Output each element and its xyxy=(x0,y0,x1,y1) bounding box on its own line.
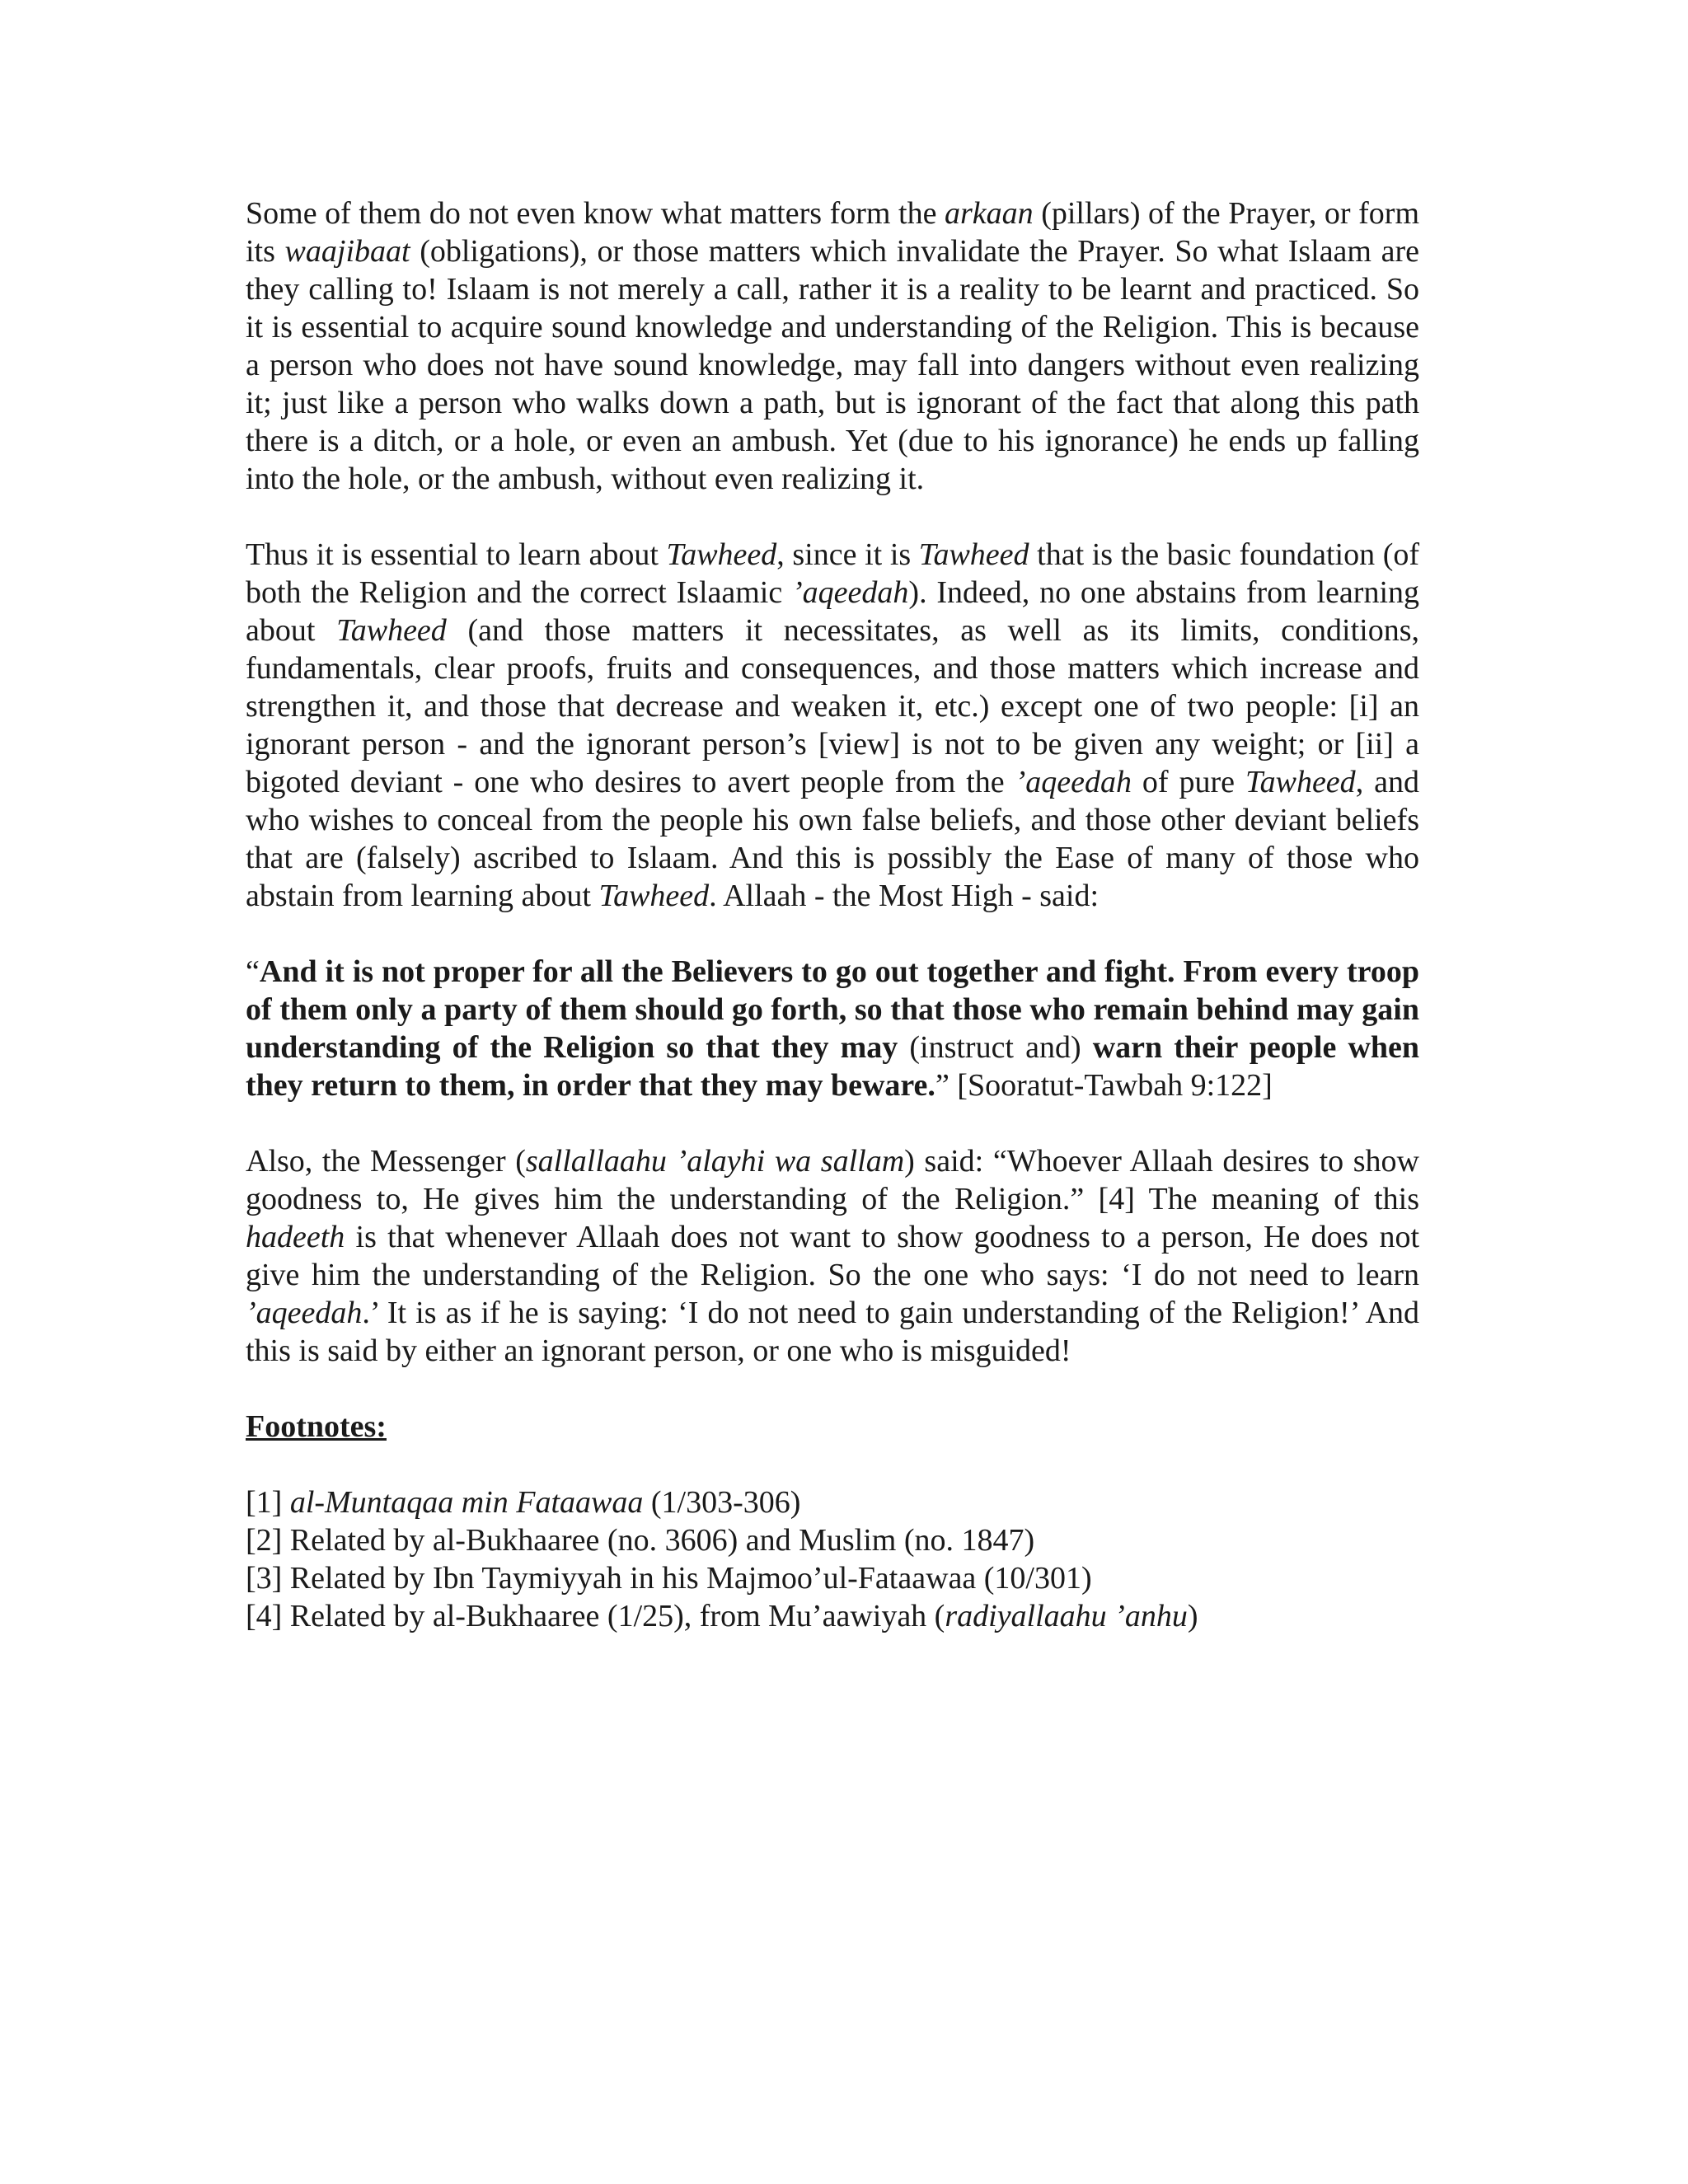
italic-text: sallallaahu ’alayhi wa sallam xyxy=(525,1144,905,1179)
text-run: (pillars) of the Prayer, or form its xyxy=(246,196,1420,269)
text-run: that is the basic foundation (of both the Religion and the correct Islaamic xyxy=(246,537,1419,610)
text-run: [2] Related by al-Bukhaaree (no. 3606) and Muslim (no. 1847) xyxy=(246,1523,1035,1558)
text-run: Thus it is essential to learn about xyxy=(246,537,667,572)
italic-text: waajibaat xyxy=(284,234,410,269)
text-run: of pure xyxy=(1131,765,1245,799)
footnote-1 xyxy=(246,1483,1419,1521)
text-run: (instruct and) xyxy=(898,1030,1093,1065)
bold-text: And it is not proper for all the Believers to go out together and fight. From every troop of them only a party of them should go forth, so that those who remain behind may gain understanding of the Religion so that they may xyxy=(246,954,1419,1065)
document-page xyxy=(246,194,1419,1635)
italic-text: Tawheed xyxy=(336,613,447,648)
italic-text: arkaan xyxy=(945,196,1034,231)
italic-text: radiyallaahu ’anhu xyxy=(945,1599,1188,1633)
text-run: ” [Sooratut-Tawbah 9:122] xyxy=(935,1068,1273,1103)
italic-text: hadeeth xyxy=(246,1220,345,1254)
text-run: ). Indeed, no one abstains from learning about xyxy=(246,575,1419,648)
text-run: “ xyxy=(246,954,260,989)
text-run: .’ It is as if he is saying: ‘I do not need to gain understanding of the Religion!’ And this is said by either an ignorant person, or one who is misguided! xyxy=(246,1296,1419,1368)
italic-text: Tawheed xyxy=(1245,765,1356,799)
italic-text: ’aqeedah xyxy=(246,1296,363,1330)
paragraph-1 xyxy=(246,194,1419,498)
text-run: ) xyxy=(1187,1599,1198,1633)
text-run: , and who wishes to conceal from the people his own false beliefs, and those other deviant beliefs that are (falsely) ascribed to Islaam. And this is possibly the Ease of many of those who abstain from learning about xyxy=(246,765,1419,913)
text-run: (obligations), or those matters which invalidate the Prayer. So what Islaam are they calling to! Islaam is not merely a call, rather it is a reality to be learnt and practiced. So it is essential to acquire sound knowledge and understanding of the Religion. This is because a person who does not have sound knowledge, may fall into dangers without even realizing it; just like a person who walks down a path, but is ignorant of the fact that along this path there is a ditch, or a hole, or even an ambush. Yet (due to his ignorance) he ends up falling into the hole, or the ambush, without even realizing it. xyxy=(246,234,1420,496)
italic-text: Tawheed xyxy=(598,879,710,913)
italic-text: al-Muntaqaa min Fataawaa xyxy=(289,1485,644,1520)
footnote-4 xyxy=(246,1597,1419,1635)
text-run: is that whenever Allaah does not want to show goodness to a person, He does not give him the understanding of the Religion. So the one who says: ‘I do not need to learn xyxy=(246,1220,1419,1292)
text-run: , since it is xyxy=(776,537,919,572)
quran-quote-paragraph xyxy=(246,953,1419,1104)
text-run: [4] Related by al-Bukhaaree (1/25), from Mu’aawiyah ( xyxy=(246,1599,945,1633)
paragraph-4 xyxy=(246,1142,1419,1370)
italic-text: Tawheed xyxy=(918,537,1029,572)
text-run: (1/303-306) xyxy=(643,1485,801,1520)
footnotes-list xyxy=(246,1483,1419,1635)
text-run: (and those matters it necessitates, as well as its limits, conditions, fundamentals, clear proofs, fruits and consequences, and those matters which increase and strengthen it, and those that decrease and weaken it, etc.) except one of two people: [i] an ignorant person - and the ignorant person’s [view] is not to be given any weight; or [ii] a bigoted deviant - one who desires to avert people from the xyxy=(246,613,1419,799)
footnote-2 xyxy=(246,1521,1419,1559)
footnotes-heading: Footnotes: xyxy=(246,1409,387,1444)
paragraph-2 xyxy=(246,536,1419,915)
text-run: . Allaah - the Most High - said: xyxy=(709,879,1100,913)
text-run: Some of them do not even know what matters form the xyxy=(246,196,945,231)
footnote-3 xyxy=(246,1559,1419,1597)
text-run: Also, the Messenger ( xyxy=(246,1144,526,1179)
italic-text: ’aqeedah xyxy=(1015,765,1132,799)
text-run: [3] Related by Ibn Taymiyyah in his Majmoo’ul-Fataawaa (10/301) xyxy=(246,1561,1092,1596)
text-run: ) said: “Whoever Allaah desires to show goodness to, He gives him the understanding of the Religion.” [4] The meaning of this xyxy=(246,1144,1419,1216)
italic-text: Tawheed xyxy=(666,537,777,572)
bold-text: warn their people when they return to them, in order that they may beware. xyxy=(246,1030,1420,1103)
italic-text: ’aqeedah xyxy=(792,575,909,610)
text-run: [1] xyxy=(246,1485,290,1520)
